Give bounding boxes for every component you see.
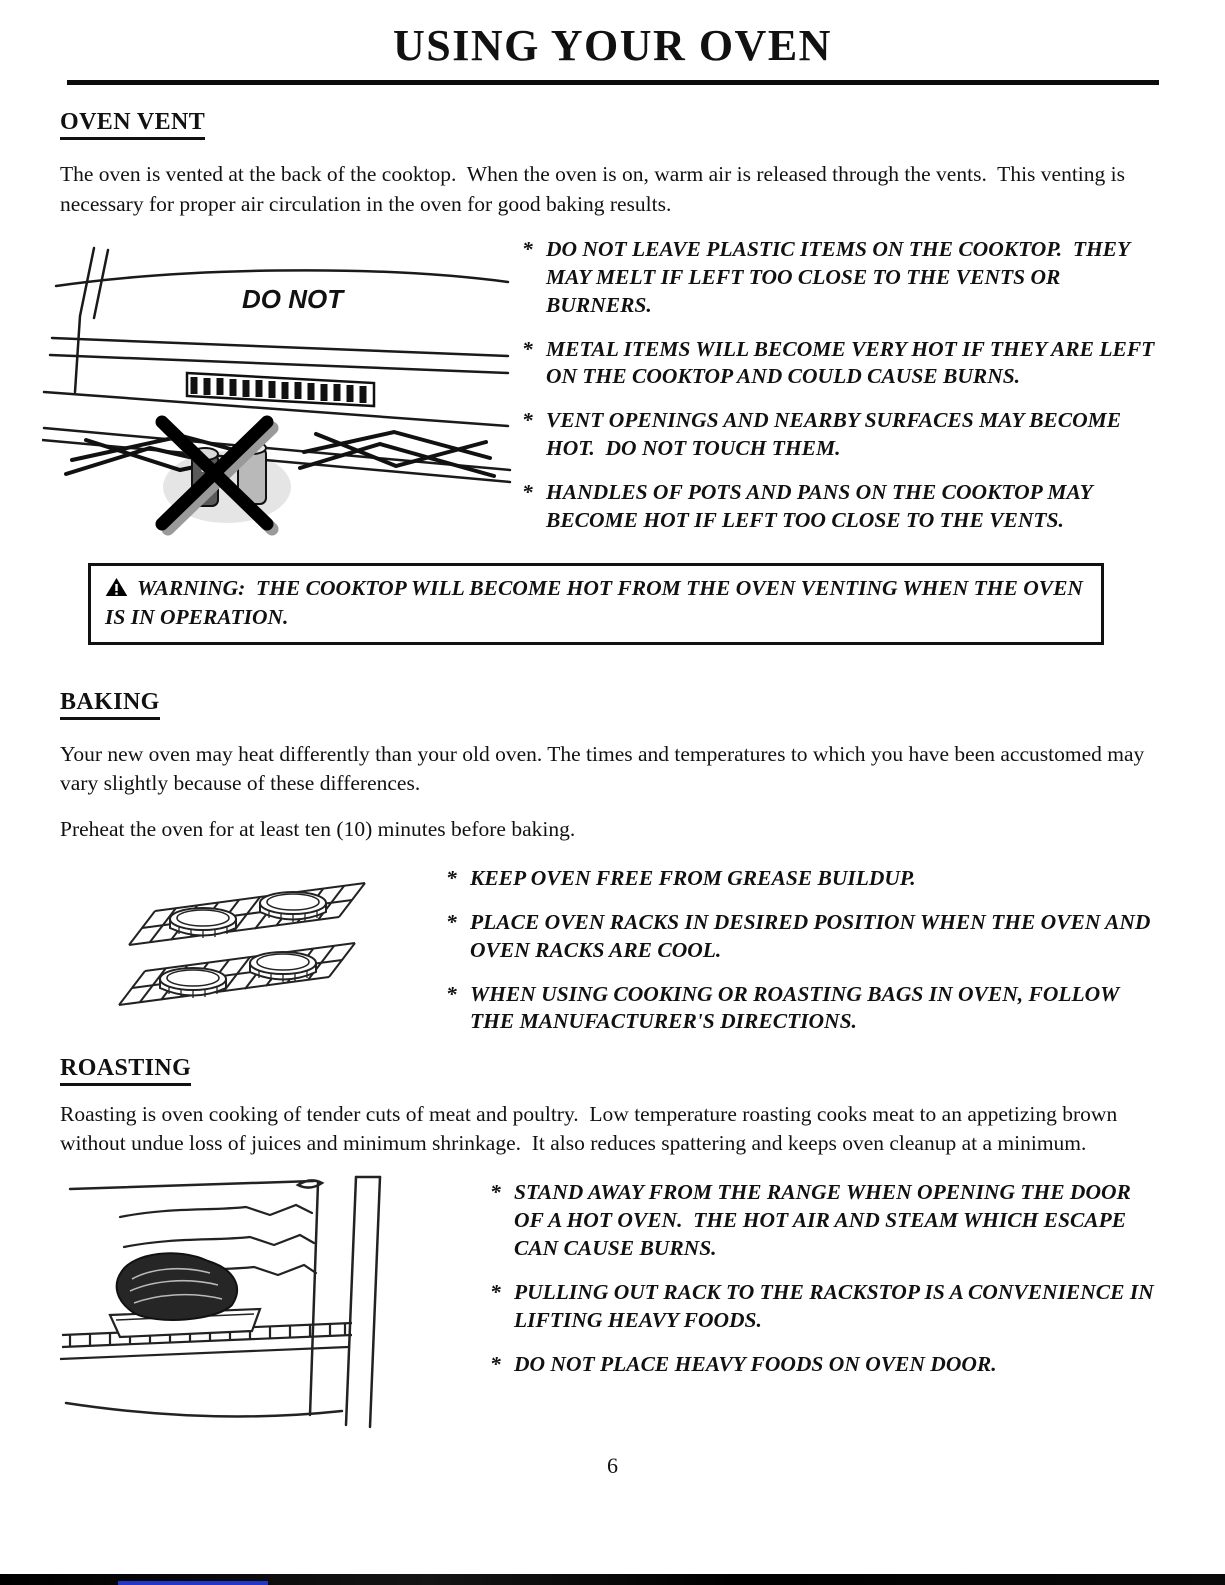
warning-icon bbox=[105, 577, 128, 597]
bullet-item bbox=[490, 1179, 1165, 1263]
door-bottom bbox=[66, 1403, 342, 1416]
upper-rack bbox=[129, 883, 365, 945]
bullet-item bbox=[446, 865, 1165, 893]
cooktop-do-not-illustration bbox=[42, 242, 514, 547]
roasting-row bbox=[60, 1171, 1165, 1435]
bullet-item bbox=[490, 1279, 1165, 1335]
bullet-item bbox=[490, 1351, 1165, 1379]
baking-row bbox=[60, 859, 1165, 1086]
lower-rack bbox=[119, 943, 355, 1005]
bullet-marker: * bbox=[490, 1180, 501, 1205]
do-not-label: DO NOT bbox=[242, 283, 344, 314]
bullet-text: STAND AWAY FROM THE RANGE WHEN OPENING THE DOOR OF A HOT OVEN. THE HOT AIR AND STEAM WHICH ESCAPE CAN CAUSE BURNS. bbox=[514, 1180, 1137, 1260]
vent-grille bbox=[187, 373, 374, 406]
bullet-marker: * bbox=[522, 480, 533, 505]
warning-text: WARNING: THE COOKTOP WILL BECOME HOT FROM THE OVEN VENTING WHEN THE OVEN IS IN OPERATION. bbox=[105, 575, 1089, 629]
page-content bbox=[0, 109, 1225, 1479]
baking-bullets bbox=[446, 859, 1165, 1037]
bullet-text: METAL ITEMS WILL BECOME VERY HOT IF THEY ARE LEFT ON THE COOKTOP AND COULD CAUSE BURNS. bbox=[546, 336, 1160, 389]
section-heading-oven-vent: OVEN VENT bbox=[60, 109, 205, 140]
bullet-marker: * bbox=[522, 236, 533, 261]
title-rule bbox=[67, 80, 1159, 85]
oven-vent-row bbox=[60, 234, 1165, 547]
bullet-item bbox=[522, 336, 1165, 392]
bullet-text: DO NOT LEAVE PLASTIC ITEMS ON THE COOKTOP. THEY MAY MELT IF LEFT TOO CLOSE TO THE VENTS OR BURNERS. bbox=[546, 236, 1135, 317]
baking-paragraph-2: Preheat the oven for at least ten (10) minutes before baking. bbox=[60, 817, 576, 842]
bullet-item bbox=[522, 236, 1165, 320]
warning-box bbox=[88, 563, 1104, 645]
bullet-text: DO NOT PLACE HEAVY FOODS ON OVEN DOOR. bbox=[514, 1351, 997, 1376]
bullet-marker: * bbox=[446, 865, 457, 890]
oven-vent-intro: The oven is vented at the back of the cooktop. When the oven is on, warm air is released through the vents. This venting is necessary for proper air circulation in the oven for good baking results. bbox=[60, 162, 1131, 217]
section-heading-baking: BAKING bbox=[60, 689, 160, 720]
oven-racks-illustration bbox=[115, 859, 446, 1029]
roasting-paragraph-1: Roasting is oven cooking of tender cuts of meat and poultry. Low temperature roasting cooks meat to an appetizing brown without undue loss of juices and minimum shrinkage. It also reduces spattering and keeps oven cleanup at a minimum. bbox=[60, 1101, 1123, 1156]
bullet-item bbox=[522, 407, 1165, 463]
bullet-text: VENT OPENINGS AND NEARBY SURFACES MAY BECOME HOT. DO NOT TOUCH THEM. bbox=[546, 408, 1127, 461]
page-number: 6 bbox=[607, 1453, 618, 1479]
oven-racks-illustration-svg bbox=[115, 859, 415, 1024]
bullet-marker: * bbox=[522, 336, 533, 361]
roast bbox=[117, 1253, 237, 1320]
roasting-bullets bbox=[490, 1171, 1165, 1379]
bullet-item bbox=[446, 981, 1165, 1037]
page-header bbox=[0, 0, 1225, 85]
section-heading-roasting: ROASTING bbox=[60, 1055, 191, 1086]
page-title: USING YOUR OVEN bbox=[393, 21, 832, 70]
bullet-item bbox=[446, 909, 1165, 965]
cooktop-illustration-svg bbox=[42, 242, 512, 542]
scan-artifact-bottom bbox=[0, 1574, 1225, 1585]
scan-artifact-blue-line bbox=[118, 1581, 268, 1585]
roast-in-oven-illustration bbox=[60, 1175, 490, 1435]
bullet-marker: * bbox=[490, 1351, 501, 1376]
bullet-text: HANDLES OF POTS AND PANS ON THE COOKTOP MAY BECOME HOT IF LEFT TOO CLOSE TO THE VENTS. bbox=[546, 480, 1098, 533]
bullet-item bbox=[522, 479, 1165, 535]
bullet-marker: * bbox=[446, 909, 457, 934]
baking-paragraph-1: Your new oven may heat differently than your old oven. The times and temperatures to which you have been accustomed may vary slightly because of these differences. bbox=[60, 741, 1150, 796]
bullet-text: KEEP OVEN FREE FROM GREASE BUILDUP. bbox=[470, 865, 916, 890]
bullet-marker: * bbox=[490, 1279, 501, 1304]
bullet-marker: * bbox=[522, 408, 533, 433]
bullet-text: WHEN USING COOKING OR ROASTING BAGS IN OVEN, FOLLOW THE MANUFACTURER'S DIRECTIONS. bbox=[470, 981, 1125, 1034]
roast-illustration-svg bbox=[60, 1175, 400, 1430]
bullet-text: PULLING OUT RACK TO THE RACKSTOP IS A CONVENIENCE IN LIFTING HEAVY FOODS. bbox=[514, 1279, 1160, 1332]
baking-left-column bbox=[60, 859, 446, 1086]
bullet-text: PLACE OVEN RACKS IN DESIRED POSITION WHEN THE OVEN AND OVEN RACKS ARE COOL. bbox=[470, 909, 1156, 962]
bullet-marker: * bbox=[446, 981, 457, 1006]
oven-vent-bullets bbox=[514, 234, 1165, 535]
